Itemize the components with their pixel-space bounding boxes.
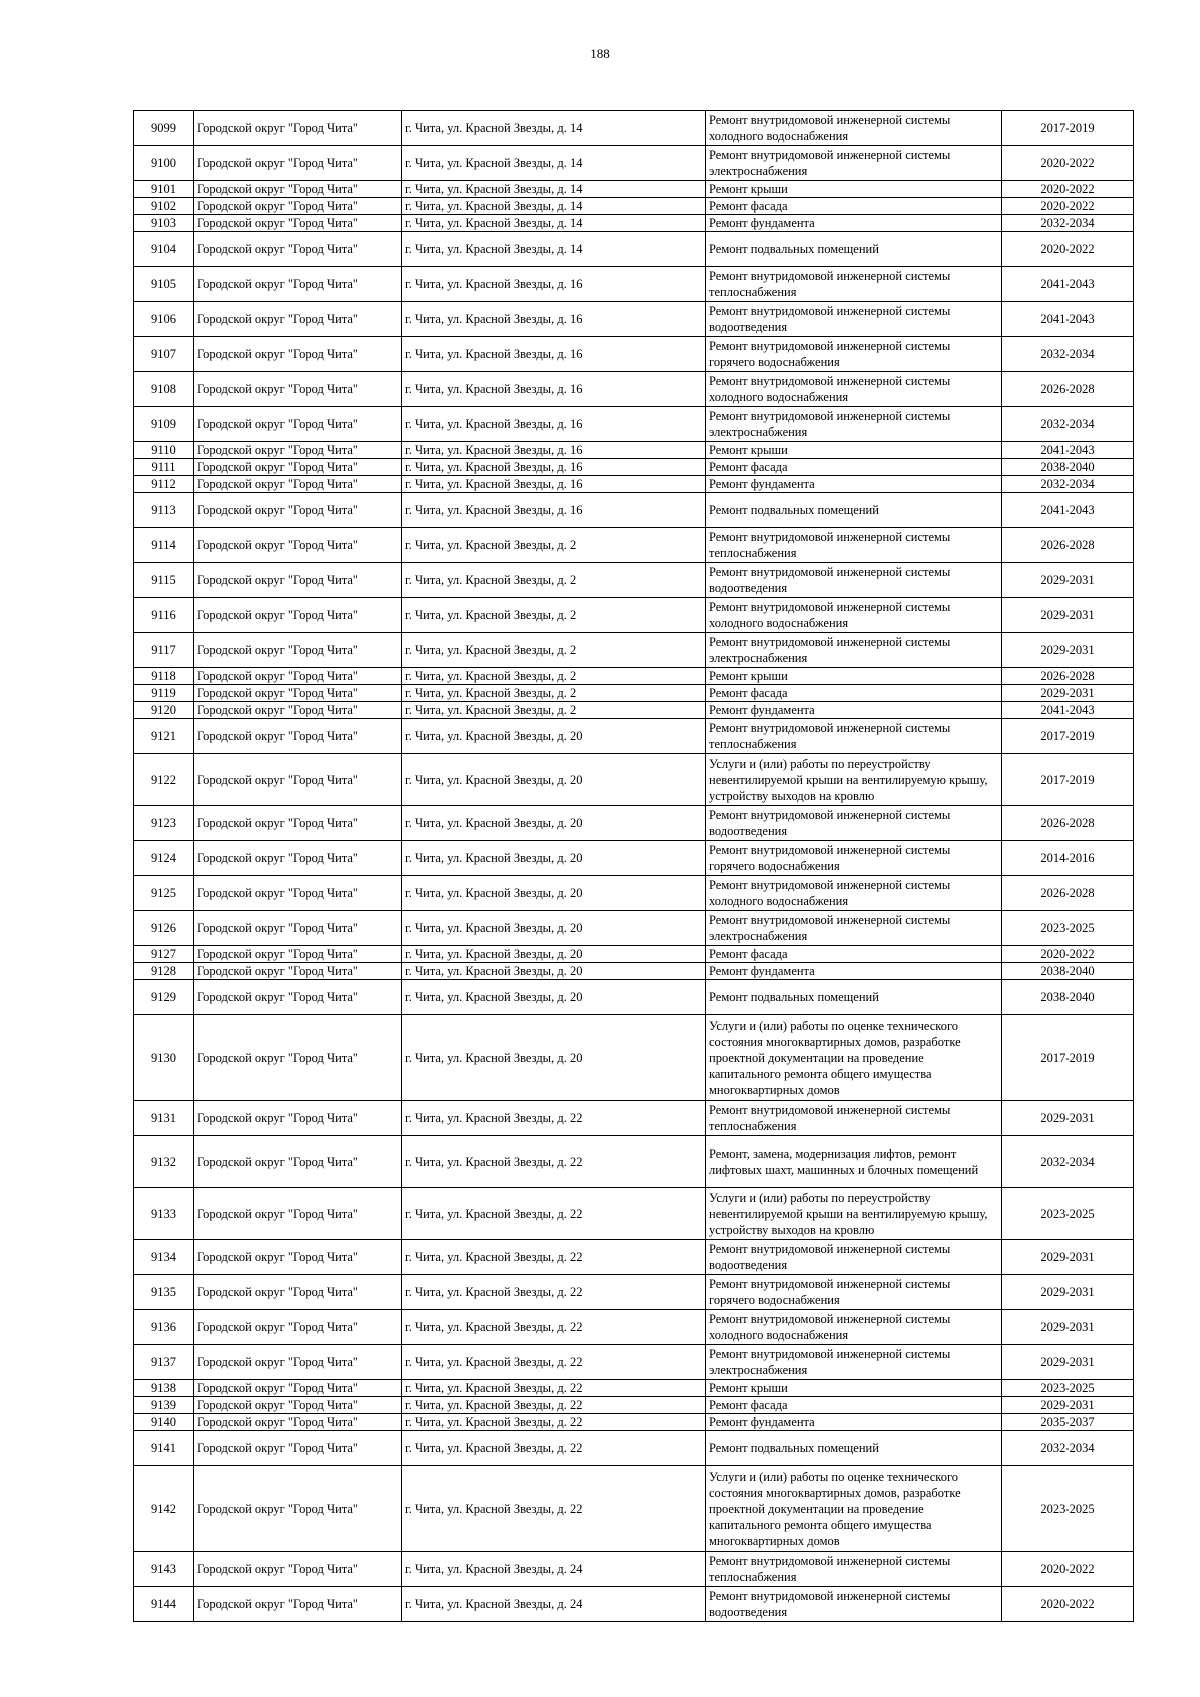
address-cell: г. Чита, ул. Красной Звезды, д. 22	[402, 1136, 706, 1188]
address-cell: г. Чита, ул. Красной Звезды, д. 20	[402, 963, 706, 980]
row-number: 9099	[134, 111, 194, 146]
table-row	[134, 1380, 1134, 1397]
period-cell: 2038-2040	[1002, 459, 1134, 476]
table-row	[134, 1552, 1134, 1587]
address-cell: г. Чита, ул. Красной Звезды, д. 22	[402, 1397, 706, 1414]
row-number: 9139	[134, 1397, 194, 1414]
address-cell: г. Чита, ул. Красной Звезды, д. 16	[402, 267, 706, 302]
period-cell: 2026-2028	[1002, 372, 1134, 407]
work-type-cell: Ремонт внутридомовой инженерной системы теплоснабжения	[706, 719, 1002, 754]
table-row	[134, 563, 1134, 598]
period-cell: 2023-2025	[1002, 911, 1134, 946]
table-row	[134, 528, 1134, 563]
work-type-cell: Ремонт внутридомовой инженерной системы электроснабжения	[706, 146, 1002, 181]
table-row	[134, 198, 1134, 215]
address-cell: г. Чита, ул. Красной Звезды, д. 22	[402, 1101, 706, 1136]
work-type-cell: Ремонт внутридомовой инженерной системы теплоснабжения	[706, 267, 1002, 302]
period-cell: 2020-2022	[1002, 146, 1134, 181]
row-number: 9109	[134, 407, 194, 442]
work-type-cell: Ремонт внутридомовой инженерной системы теплоснабжения	[706, 1552, 1002, 1587]
row-number: 9115	[134, 563, 194, 598]
work-type-cell: Ремонт фасада	[706, 685, 1002, 702]
period-cell: 2020-2022	[1002, 1587, 1134, 1622]
municipality-cell: Городской округ "Город Чита"	[194, 146, 402, 181]
period-cell: 2017-2019	[1002, 1015, 1134, 1101]
address-cell: г. Чита, ул. Красной Звезды, д. 2	[402, 528, 706, 563]
table-row	[134, 476, 1134, 493]
address-cell: г. Чита, ул. Красной Звезды, д. 22	[402, 1466, 706, 1552]
period-cell: 2032-2034	[1002, 407, 1134, 442]
address-cell: г. Чита, ул. Красной Звезды, д. 14	[402, 111, 706, 146]
row-number: 9104	[134, 232, 194, 267]
period-cell: 2029-2031	[1002, 685, 1134, 702]
table-row	[134, 337, 1134, 372]
period-cell: 2026-2028	[1002, 668, 1134, 685]
repair-schedule-table	[133, 110, 1134, 1622]
municipality-cell: Городской округ "Город Чита"	[194, 1240, 402, 1275]
municipality-cell: Городской округ "Город Чита"	[194, 980, 402, 1015]
row-number: 9133	[134, 1188, 194, 1240]
municipality-cell: Городской округ "Город Чита"	[194, 963, 402, 980]
row-number: 9144	[134, 1587, 194, 1622]
period-cell: 2032-2034	[1002, 1136, 1134, 1188]
table-row	[134, 372, 1134, 407]
municipality-cell: Городской округ "Город Чита"	[194, 806, 402, 841]
address-cell: г. Чита, ул. Красной Звезды, д. 22	[402, 1414, 706, 1431]
work-type-cell: Ремонт внутридомовой инженерной системы холодного водоснабжения	[706, 598, 1002, 633]
row-number: 9134	[134, 1240, 194, 1275]
address-cell: г. Чита, ул. Красной Звезды, д. 14	[402, 232, 706, 267]
table-row	[134, 493, 1134, 528]
municipality-cell: Городской округ "Город Чита"	[194, 1552, 402, 1587]
address-cell: г. Чита, ул. Красной Звезды, д. 20	[402, 980, 706, 1015]
table-row	[134, 215, 1134, 232]
work-type-cell: Услуги и (или) работы по переустройству невентилируемой крыши на вентилируемую крышу, устройству выходов на кровлю	[706, 1188, 1002, 1240]
work-type-cell: Ремонт подвальных помещений	[706, 232, 1002, 267]
row-number: 9119	[134, 685, 194, 702]
address-cell: г. Чита, ул. Красной Звезды, д. 22	[402, 1431, 706, 1466]
municipality-cell: Городской округ "Город Чита"	[194, 302, 402, 337]
period-cell: 2029-2031	[1002, 563, 1134, 598]
page-number: 188	[590, 46, 610, 61]
municipality-cell: Городской округ "Город Чита"	[194, 668, 402, 685]
table-row	[134, 442, 1134, 459]
address-cell: г. Чита, ул. Красной Звезды, д. 2	[402, 563, 706, 598]
address-cell: г. Чита, ул. Красной Звезды, д. 20	[402, 719, 706, 754]
work-type-cell: Ремонт фундамента	[706, 702, 1002, 719]
work-type-cell: Ремонт фундамента	[706, 963, 1002, 980]
municipality-cell: Городской округ "Город Чита"	[194, 1101, 402, 1136]
municipality-cell: Городской округ "Город Чита"	[194, 181, 402, 198]
municipality-cell: Городской округ "Город Чита"	[194, 407, 402, 442]
table-row	[134, 668, 1134, 685]
row-number: 9140	[134, 1414, 194, 1431]
row-number: 9118	[134, 668, 194, 685]
work-type-cell: Ремонт фасада	[706, 459, 1002, 476]
row-number: 9122	[134, 754, 194, 806]
table-row	[134, 1136, 1134, 1188]
municipality-cell: Городской округ "Город Чита"	[194, 1414, 402, 1431]
row-number: 9120	[134, 702, 194, 719]
row-number: 9121	[134, 719, 194, 754]
row-number: 9136	[134, 1310, 194, 1345]
work-type-cell: Ремонт внутридомовой инженерной системы холодного водоснабжения	[706, 111, 1002, 146]
address-cell: г. Чита, ул. Красной Звезды, д. 22	[402, 1310, 706, 1345]
period-cell: 2041-2043	[1002, 702, 1134, 719]
period-cell: 2017-2019	[1002, 719, 1134, 754]
municipality-cell: Городской округ "Город Чита"	[194, 476, 402, 493]
period-cell: 2020-2022	[1002, 1552, 1134, 1587]
municipality-cell: Городской округ "Город Чита"	[194, 1275, 402, 1310]
work-type-cell: Ремонт внутридомовой инженерной системы холодного водоснабжения	[706, 1310, 1002, 1345]
municipality-cell: Городской округ "Город Чита"	[194, 876, 402, 911]
table-row	[134, 719, 1134, 754]
address-cell: г. Чита, ул. Красной Звезды, д. 24	[402, 1552, 706, 1587]
work-type-cell: Ремонт крыши	[706, 181, 1002, 198]
period-cell: 2029-2031	[1002, 1345, 1134, 1380]
row-number: 9117	[134, 633, 194, 668]
row-number: 9132	[134, 1136, 194, 1188]
municipality-cell: Городской округ "Город Чита"	[194, 841, 402, 876]
address-cell: г. Чита, ул. Красной Звезды, д. 24	[402, 1587, 706, 1622]
row-number: 9107	[134, 337, 194, 372]
row-number: 9123	[134, 806, 194, 841]
municipality-cell: Городской округ "Город Чита"	[194, 215, 402, 232]
period-cell: 2032-2034	[1002, 1431, 1134, 1466]
period-cell: 2041-2043	[1002, 302, 1134, 337]
work-type-cell: Ремонт подвальных помещений	[706, 1431, 1002, 1466]
address-cell: г. Чита, ул. Красной Звезды, д. 2	[402, 598, 706, 633]
address-cell: г. Чита, ул. Красной Звезды, д. 20	[402, 911, 706, 946]
row-number: 9127	[134, 946, 194, 963]
municipality-cell: Городской округ "Город Чита"	[194, 1345, 402, 1380]
municipality-cell: Городской округ "Город Чита"	[194, 493, 402, 528]
address-cell: г. Чита, ул. Красной Звезды, д. 2	[402, 685, 706, 702]
row-number: 9105	[134, 267, 194, 302]
municipality-cell: Городской округ "Город Чита"	[194, 1136, 402, 1188]
period-cell: 2023-2025	[1002, 1188, 1134, 1240]
table-row	[134, 946, 1134, 963]
table-row	[134, 980, 1134, 1015]
period-cell: 2020-2022	[1002, 232, 1134, 267]
row-number: 9125	[134, 876, 194, 911]
table-row	[134, 702, 1134, 719]
work-type-cell: Ремонт фундамента	[706, 1414, 1002, 1431]
municipality-cell: Городской округ "Город Чита"	[194, 633, 402, 668]
municipality-cell: Городской округ "Город Чита"	[194, 1397, 402, 1414]
municipality-cell: Городской округ "Город Чита"	[194, 702, 402, 719]
row-number: 9111	[134, 459, 194, 476]
row-number: 9102	[134, 198, 194, 215]
municipality-cell: Городской округ "Город Чита"	[194, 754, 402, 806]
address-cell: г. Чита, ул. Красной Звезды, д. 20	[402, 754, 706, 806]
work-type-cell: Ремонт внутридомовой инженерной системы водоотведения	[706, 302, 1002, 337]
work-type-cell: Ремонт внутридомовой инженерной системы водоотведения	[706, 806, 1002, 841]
address-cell: г. Чита, ул. Красной Звезды, д. 20	[402, 876, 706, 911]
row-number: 9128	[134, 963, 194, 980]
municipality-cell: Городской округ "Город Чита"	[194, 267, 402, 302]
address-cell: г. Чита, ул. Красной Звезды, д. 22	[402, 1240, 706, 1275]
period-cell: 2032-2034	[1002, 337, 1134, 372]
table-row	[134, 806, 1134, 841]
period-cell: 2014-2016	[1002, 841, 1134, 876]
municipality-cell: Городской округ "Город Чита"	[194, 719, 402, 754]
period-cell: 2032-2034	[1002, 476, 1134, 493]
row-number: 9126	[134, 911, 194, 946]
table-row	[134, 685, 1134, 702]
work-type-cell: Ремонт внутридомовой инженерной системы горячего водоснабжения	[706, 337, 1002, 372]
period-cell: 2029-2031	[1002, 1101, 1134, 1136]
address-cell: г. Чита, ул. Красной Звезды, д. 16	[402, 493, 706, 528]
work-type-cell: Ремонт внутридомовой инженерной системы холодного водоснабжения	[706, 876, 1002, 911]
row-number: 9100	[134, 146, 194, 181]
period-cell: 2026-2028	[1002, 806, 1134, 841]
table-row	[134, 598, 1134, 633]
period-cell: 2035-2037	[1002, 1414, 1134, 1431]
municipality-cell: Городской округ "Город Чита"	[194, 337, 402, 372]
municipality-cell: Городской округ "Город Чита"	[194, 442, 402, 459]
address-cell: г. Чита, ул. Красной Звезды, д. 22	[402, 1275, 706, 1310]
table-row	[134, 1101, 1134, 1136]
period-cell: 2020-2022	[1002, 946, 1134, 963]
address-cell: г. Чита, ул. Красной Звезды, д. 20	[402, 806, 706, 841]
table-row	[134, 633, 1134, 668]
table-row	[134, 841, 1134, 876]
row-number: 9103	[134, 215, 194, 232]
row-number: 9110	[134, 442, 194, 459]
period-cell: 2038-2040	[1002, 963, 1134, 980]
row-number: 9129	[134, 980, 194, 1015]
address-cell: г. Чита, ул. Красной Звезды, д. 2	[402, 668, 706, 685]
table-row	[134, 1431, 1134, 1466]
address-cell: г. Чита, ул. Красной Звезды, д. 20	[402, 946, 706, 963]
work-type-cell: Ремонт, замена, модернизация лифтов, ремонт лифтовых шахт, машинных и блочных помещений	[706, 1136, 1002, 1188]
period-cell: 2026-2028	[1002, 876, 1134, 911]
period-cell: 2038-2040	[1002, 980, 1134, 1015]
address-cell: г. Чита, ул. Красной Звезды, д. 16	[402, 442, 706, 459]
work-type-cell: Ремонт внутридомовой инженерной системы горячего водоснабжения	[706, 841, 1002, 876]
period-cell: 2041-2043	[1002, 267, 1134, 302]
municipality-cell: Городской округ "Город Чита"	[194, 1310, 402, 1345]
work-type-cell: Ремонт подвальных помещений	[706, 493, 1002, 528]
period-cell: 2026-2028	[1002, 528, 1134, 563]
table-row	[134, 1310, 1134, 1345]
work-type-cell: Ремонт внутридомовой инженерной системы водоотведения	[706, 563, 1002, 598]
row-number: 9113	[134, 493, 194, 528]
work-type-cell: Ремонт внутридомовой инженерной системы водоотведения	[706, 1587, 1002, 1622]
work-type-cell: Ремонт внутридомовой инженерной системы электроснабжения	[706, 1345, 1002, 1380]
row-number: 9131	[134, 1101, 194, 1136]
address-cell: г. Чита, ул. Красной Звезды, д. 16	[402, 372, 706, 407]
address-cell: г. Чита, ул. Красной Звезды, д. 22	[402, 1188, 706, 1240]
address-cell: г. Чита, ул. Красной Звезды, д. 16	[402, 337, 706, 372]
period-cell: 2029-2031	[1002, 598, 1134, 633]
address-cell: г. Чита, ул. Красной Звезды, д. 16	[402, 407, 706, 442]
period-cell: 2029-2031	[1002, 1310, 1134, 1345]
table-row	[134, 1345, 1134, 1380]
work-type-cell: Ремонт фундамента	[706, 215, 1002, 232]
municipality-cell: Городской округ "Город Чита"	[194, 1466, 402, 1552]
work-type-cell: Ремонт фасада	[706, 946, 1002, 963]
municipality-cell: Городской округ "Город Чита"	[194, 685, 402, 702]
work-type-cell: Ремонт подвальных помещений	[706, 980, 1002, 1015]
period-cell: 2023-2025	[1002, 1380, 1134, 1397]
table-row	[134, 302, 1134, 337]
municipality-cell: Городской округ "Город Чита"	[194, 372, 402, 407]
table-row	[134, 963, 1134, 980]
table-row	[134, 407, 1134, 442]
table-row	[134, 459, 1134, 476]
address-cell: г. Чита, ул. Красной Звезды, д. 14	[402, 181, 706, 198]
municipality-cell: Городской округ "Город Чита"	[194, 598, 402, 633]
work-type-cell: Услуги и (или) работы по оценке технического состояния многоквартирных домов, разработке проектной документации на проведение капитального ремонта общего имущества многоквартирных домов	[706, 1015, 1002, 1101]
period-cell: 2029-2031	[1002, 1397, 1134, 1414]
row-number: 9141	[134, 1431, 194, 1466]
address-cell: г. Чита, ул. Красной Звезды, д. 22	[402, 1380, 706, 1397]
municipality-cell: Городской округ "Город Чита"	[194, 563, 402, 598]
municipality-cell: Городской округ "Город Чита"	[194, 111, 402, 146]
work-type-cell: Ремонт внутридомовой инженерной системы теплоснабжения	[706, 528, 1002, 563]
municipality-cell: Городской округ "Город Чита"	[194, 528, 402, 563]
work-type-cell: Ремонт фасада	[706, 1397, 1002, 1414]
municipality-cell: Городской округ "Город Чита"	[194, 1015, 402, 1101]
table-row	[134, 181, 1134, 198]
work-type-cell: Ремонт внутридомовой инженерной системы электроснабжения	[706, 407, 1002, 442]
work-type-cell: Ремонт фасада	[706, 198, 1002, 215]
period-cell: 2020-2022	[1002, 198, 1134, 215]
row-number: 9143	[134, 1552, 194, 1587]
period-cell: 2032-2034	[1002, 215, 1134, 232]
address-cell: г. Чита, ул. Красной Звезды, д. 20	[402, 1015, 706, 1101]
period-cell: 2029-2031	[1002, 633, 1134, 668]
table-row	[134, 267, 1134, 302]
table-row	[134, 111, 1134, 146]
municipality-cell: Городской округ "Город Чита"	[194, 1188, 402, 1240]
row-number: 9135	[134, 1275, 194, 1310]
table-row	[134, 911, 1134, 946]
table-body	[134, 111, 1134, 1622]
period-cell: 2041-2043	[1002, 493, 1134, 528]
address-cell: г. Чита, ул. Красной Звезды, д. 14	[402, 198, 706, 215]
row-number: 9106	[134, 302, 194, 337]
address-cell: г. Чита, ул. Красной Звезды, д. 2	[402, 702, 706, 719]
period-cell: 2023-2025	[1002, 1466, 1134, 1552]
period-cell: 2029-2031	[1002, 1275, 1134, 1310]
address-cell: г. Чита, ул. Красной Звезды, д. 16	[402, 476, 706, 493]
work-type-cell: Ремонт внутридомовой инженерной системы электроснабжения	[706, 911, 1002, 946]
work-type-cell: Ремонт крыши	[706, 442, 1002, 459]
table-row	[134, 876, 1134, 911]
row-number: 9130	[134, 1015, 194, 1101]
table-row	[134, 1188, 1134, 1240]
row-number: 9138	[134, 1380, 194, 1397]
address-cell: г. Чита, ул. Красной Звезды, д. 16	[402, 459, 706, 476]
municipality-cell: Городской округ "Город Чита"	[194, 1380, 402, 1397]
table-row	[134, 1240, 1134, 1275]
municipality-cell: Городской округ "Город Чита"	[194, 946, 402, 963]
row-number: 9137	[134, 1345, 194, 1380]
table-row	[134, 232, 1134, 267]
municipality-cell: Городской округ "Город Чита"	[194, 1431, 402, 1466]
work-type-cell: Ремонт внутридомовой инженерной системы холодного водоснабжения	[706, 372, 1002, 407]
row-number: 9124	[134, 841, 194, 876]
row-number: 9116	[134, 598, 194, 633]
address-cell: г. Чита, ул. Красной Звезды, д. 14	[402, 215, 706, 232]
table-row	[134, 1466, 1134, 1552]
row-number: 9114	[134, 528, 194, 563]
table-row	[134, 146, 1134, 181]
row-number: 9142	[134, 1466, 194, 1552]
work-type-cell: Ремонт внутридомовой инженерной системы электроснабжения	[706, 633, 1002, 668]
municipality-cell: Городской округ "Город Чита"	[194, 459, 402, 476]
table-row	[134, 1397, 1134, 1414]
table-row	[134, 754, 1134, 806]
address-cell: г. Чита, ул. Красной Звезды, д. 20	[402, 841, 706, 876]
work-type-cell: Ремонт внутридомовой инженерной системы горячего водоснабжения	[706, 1275, 1002, 1310]
work-type-cell: Ремонт крыши	[706, 1380, 1002, 1397]
work-type-cell: Услуги и (или) работы по переустройству невентилируемой крыши на вентилируемую крышу, устройству выходов на кровлю	[706, 754, 1002, 806]
address-cell: г. Чита, ул. Красной Звезды, д. 22	[402, 1345, 706, 1380]
work-type-cell: Ремонт крыши	[706, 668, 1002, 685]
work-type-cell: Ремонт внутридомовой инженерной системы теплоснабжения	[706, 1101, 1002, 1136]
table-row	[134, 1275, 1134, 1310]
period-cell: 2017-2019	[1002, 111, 1134, 146]
address-cell: г. Чита, ул. Красной Звезды, д. 2	[402, 633, 706, 668]
period-cell: 2020-2022	[1002, 181, 1134, 198]
period-cell: 2029-2031	[1002, 1240, 1134, 1275]
municipality-cell: Городской округ "Город Чита"	[194, 911, 402, 946]
address-cell: г. Чита, ул. Красной Звезды, д. 14	[402, 146, 706, 181]
work-type-cell: Услуги и (или) работы по оценке технического состояния многоквартирных домов, разработке проектной документации на проведение капитального ремонта общего имущества многоквартирных домов	[706, 1466, 1002, 1552]
table-row	[134, 1414, 1134, 1431]
period-cell: 2041-2043	[1002, 442, 1134, 459]
table-row	[134, 1587, 1134, 1622]
municipality-cell: Городской округ "Город Чита"	[194, 1587, 402, 1622]
row-number: 9101	[134, 181, 194, 198]
municipality-cell: Городской округ "Город Чита"	[194, 198, 402, 215]
work-type-cell: Ремонт внутридомовой инженерной системы водоотведения	[706, 1240, 1002, 1275]
address-cell: г. Чита, ул. Красной Звезды, д. 16	[402, 302, 706, 337]
table-row	[134, 1015, 1134, 1101]
work-type-cell: Ремонт фундамента	[706, 476, 1002, 493]
period-cell: 2017-2019	[1002, 754, 1134, 806]
row-number: 9108	[134, 372, 194, 407]
municipality-cell: Городской округ "Город Чита"	[194, 232, 402, 267]
row-number: 9112	[134, 476, 194, 493]
